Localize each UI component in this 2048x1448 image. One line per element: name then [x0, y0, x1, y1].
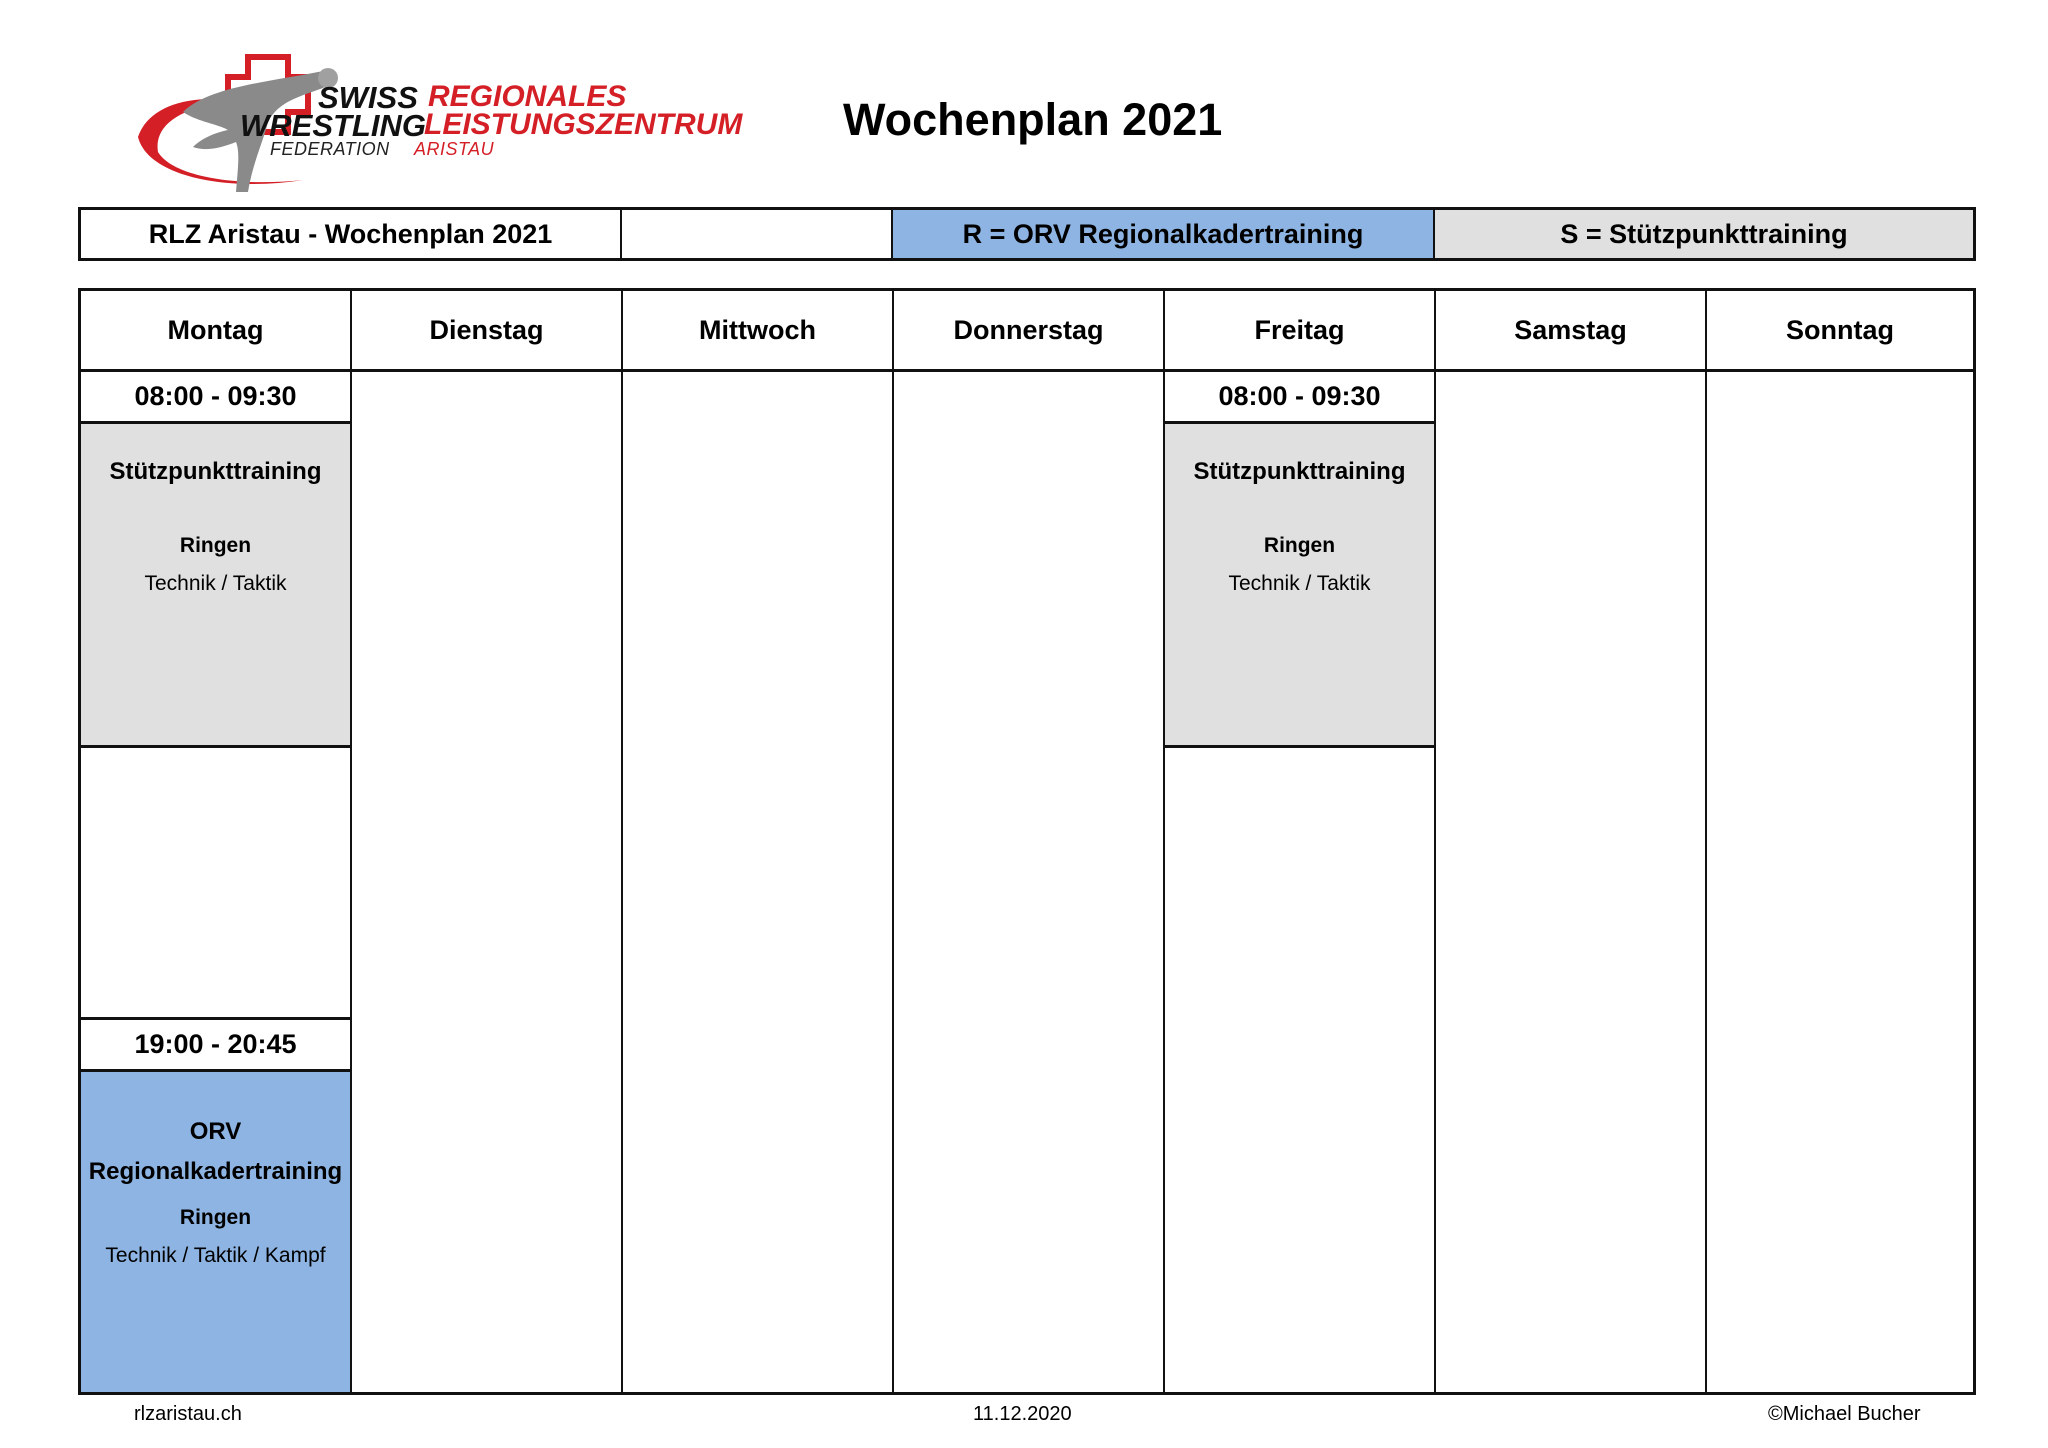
session-focus: Technik / Taktik / Kampf: [105, 1244, 326, 1267]
day-header-samstag: Samstag: [1436, 291, 1705, 372]
day-column-donnerstag: [894, 291, 1165, 1392]
day-column-montag: [81, 291, 352, 1392]
day-header-freitag: Freitag: [1165, 291, 1434, 372]
session-sport: Ringen: [179, 534, 252, 557]
day-column-mittwoch: [623, 291, 894, 1392]
session-type: Stützpunkttraining: [1193, 458, 1406, 485]
day-column-samstag: [1436, 291, 1707, 1392]
session-time: 08:00 - 09:30: [81, 372, 350, 424]
weekly-schedule: [78, 288, 1976, 1395]
day-header-montag: Montag: [81, 291, 350, 372]
legend-plan-name: RLZ Aristau - Wochenplan 2021: [81, 210, 622, 258]
footer-date: 11.12.2020: [973, 1403, 1072, 1425]
day-header-sonntag: Sonntag: [1707, 291, 1973, 372]
logo-aristau-text: ARISTAU: [414, 139, 495, 159]
footer-copyright: ©Michael Bucher: [1768, 1403, 1921, 1425]
logo: [128, 52, 743, 202]
day-header-dienstag: Dienstag: [352, 291, 621, 372]
session-sport: Ringen: [1263, 534, 1336, 557]
session-time: 19:00 - 20:45: [81, 1017, 350, 1072]
day-column-dienstag: [352, 291, 623, 1392]
session-block-stuetzpunkt: [81, 424, 350, 748]
session-focus: Technik / Taktik: [1228, 572, 1371, 595]
session-block-regionalkader: [81, 1072, 350, 1392]
legend-empty-cell: [622, 210, 893, 258]
session-block-stuetzpunkt: [1165, 424, 1434, 748]
day-column-sonntag: [1707, 291, 1973, 1392]
logo-regionales-text: REGIONALES: [428, 80, 627, 113]
legend-s-stuetzpunkt: S = Stützpunkttraining: [1435, 210, 1973, 258]
day-header-donnerstag: Donnerstag: [894, 291, 1163, 372]
day-header-mittwoch: Mittwoch: [623, 291, 892, 372]
logo-swiss-text: SWISS: [318, 80, 418, 115]
session-focus: Technik / Taktik: [144, 572, 287, 595]
footer-website: rlzaristau.ch: [134, 1403, 242, 1425]
logo-wrestling-text: WRESTLING: [240, 108, 426, 143]
logo-federation-text: FEDERATION: [270, 139, 390, 159]
page-title: Wochenplan 2021: [843, 94, 1223, 145]
session-type: Stützpunkttraining: [109, 458, 322, 485]
session-type-line2: Regionalkadertraining: [88, 1158, 343, 1185]
session-type-line1: ORV: [189, 1118, 242, 1145]
legend-r-regionalkader: R = ORV Regionalkadertraining: [893, 210, 1435, 258]
logo-leistungszentrum-text: LEISTUNGSZENTRUM: [424, 108, 743, 141]
legend-bar: [78, 207, 1976, 261]
day-column-freitag: [1165, 291, 1436, 1392]
session-time: 08:00 - 09:30: [1165, 372, 1434, 424]
session-sport: Ringen: [179, 1206, 252, 1229]
